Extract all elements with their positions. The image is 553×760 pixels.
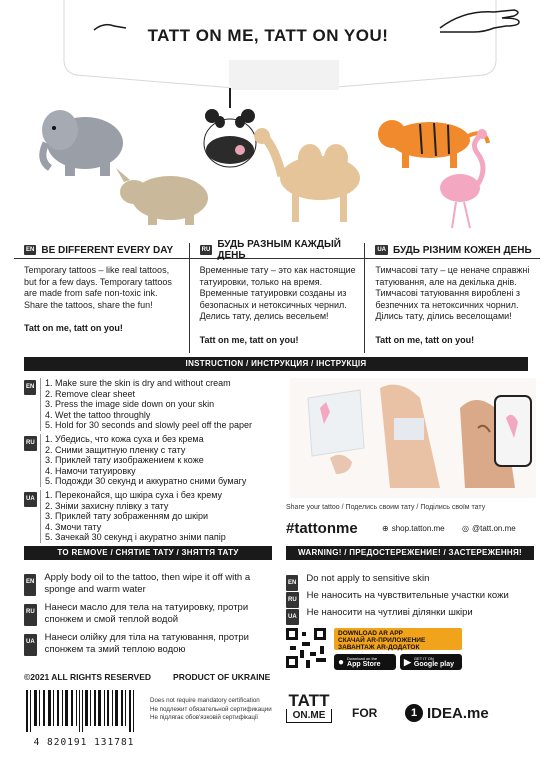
- qr-code-icon[interactable]: [286, 628, 326, 668]
- lang-tag: RU: [24, 436, 37, 451]
- step-item: 3. Приклей тату изображением к коже: [45, 455, 204, 466]
- remove-text: Нанеси олійку для тіла на татуювання, протри спонжем та змий теплою водою: [44, 632, 249, 655]
- lang-tag: RU: [24, 604, 37, 626]
- lang-tag: EN: [286, 575, 298, 591]
- step-item: 1. Переконайся, що шкіра суха і без крему: [45, 490, 223, 500]
- apple-icon: ●: [338, 656, 345, 668]
- remove-text: Apply body oil to the tattoo, then wipe it off with a sponge and warm water: [44, 572, 251, 595]
- instagram-link[interactable]: [462, 524, 516, 533]
- tiger-icon: [378, 120, 488, 168]
- step-item: 2. Сними защитную пленку с тату: [45, 444, 186, 455]
- step-item: 4. Змочи тату: [45, 521, 102, 532]
- tattoo-sheet-photo: [308, 390, 364, 474]
- lang-tag: RU: [286, 592, 299, 608]
- column-heading: БУДЬ РАЗНЫМ КАЖДЫЙ ДЕНЬ: [217, 239, 341, 261]
- steps-ru: [24, 434, 286, 487]
- intro-column-en: [14, 243, 189, 353]
- column-body: Тимчасові тату – це неначе справжні татуювання, але на декілька днів. Тимчасові татуювання вироблені з безпечних та нетоксичних чорнил. Ділись тату, ділись веселощами!: [375, 265, 530, 321]
- column-footer: Tatt on me, tatt on you!: [24, 323, 123, 333]
- remove-item-ru: [24, 602, 274, 626]
- rhino-icon: [116, 168, 208, 225]
- column-footer: Tatt on me, tatt on you!: [375, 334, 475, 345]
- elephant-icon: [42, 110, 123, 176]
- barcode-number: 4 820191 131781: [33, 737, 135, 748]
- lang-tag: UA: [377, 247, 387, 253]
- step-item: 3. Приклей тату зображенням до шкіри: [45, 511, 209, 522]
- lang-tag: EN: [24, 574, 36, 596]
- cert-en: Does not require mandatory certification: [150, 697, 260, 704]
- intro-column-ua: [364, 243, 540, 353]
- idea-logo-text: IDEA.me: [427, 704, 489, 722]
- step-item: 5. Hold for 30 seconds and slowly peel off the paper: [45, 420, 252, 431]
- column-body: Temporary tattoos – like real tattoos, but for a few days. Temporary tattoos are made from safe non-toxic ink. Share the tattoos, share the fun!: [24, 265, 172, 310]
- ar-download-banner[interactable]: [334, 628, 462, 650]
- step-item: 5. Подожди 30 секунд и аккуратно сними бумагу: [45, 476, 247, 487]
- remove-bar: TO REMOVE / СНЯТИЕ ТАТУ / ЗНЯТТЯ ТАТУ: [24, 546, 272, 560]
- column-heading: BE DIFFERENT EVERY DAY: [41, 244, 174, 256]
- camel-icon: [254, 128, 360, 222]
- animals-illustration: [30, 88, 530, 238]
- instruction-photos: [290, 378, 536, 498]
- panda-icon: [204, 88, 256, 167]
- step-item: 2. Remove clear sheet: [45, 388, 136, 399]
- step-item: 4. Намочи татуировку: [45, 465, 136, 476]
- cert-ua: Не підлягає обов'язковій сертифікації: [150, 714, 259, 721]
- cert-ru: Не подлежит обязательной сертификации: [150, 705, 272, 713]
- step-item: 1. Убедись, что кожа суха и без крема: [45, 434, 204, 444]
- certification-notes: [150, 697, 280, 723]
- column-body: Временные тату – это как настоящие татуировки, только на время. Временные татуировки созданы из безопасных и нетоксичных чернил. Делись тату, делись весельем!: [199, 265, 356, 321]
- warning-item-ua: [286, 607, 536, 625]
- hand-applying-photo: [380, 385, 440, 488]
- intro-column-ru: [189, 239, 365, 353]
- warning-item-en: [286, 573, 536, 591]
- warning-text: Не наносить на чувствительные участки кожи: [306, 590, 509, 601]
- tatt-on-me-logo: [286, 692, 332, 723]
- step-item: 1. Make sure the skin is dry and without cream: [45, 378, 231, 388]
- googleplay-top: GET IT ON: [413, 656, 434, 661]
- remove-item-en: [24, 572, 274, 596]
- shop-link[interactable]: [382, 524, 445, 533]
- hashtag: #tattonme: [286, 520, 358, 537]
- origin: PRODUCT OF UKRAINE: [173, 672, 271, 682]
- appstore-label: App Store: [347, 661, 381, 668]
- lang-tag: UA: [286, 609, 299, 625]
- column-footer: Tatt on me, tatt on you!: [199, 334, 299, 345]
- column-heading: БУДЬ РІЗНИМ КОЖЕН ДЕНЬ: [393, 244, 532, 256]
- idea-logo-mark: 1: [405, 704, 423, 722]
- app-store-button[interactable]: [334, 654, 396, 670]
- tatt-logo-line1: TATT: [288, 691, 330, 710]
- barcode-icon: [24, 690, 140, 734]
- play-icon: ▶: [404, 656, 411, 667]
- share-caption: Share your tattoo / Поделись своим тату / Поділись своїм тату: [286, 504, 486, 511]
- tatt-logo-line2: ON.ME: [286, 709, 332, 723]
- google-play-button[interactable]: [400, 654, 462, 670]
- lang-tag: UA: [24, 634, 37, 656]
- warning-text: Не наносити на чутливі ділянки шкіри: [306, 607, 473, 618]
- globe-icon: ⊕: [382, 524, 389, 533]
- remove-text: Нанеси масло для тела на татуировку, протри спонжем и смой теплой водой: [44, 602, 249, 625]
- ar-line-ru: СКАЧАЙ AR-ПРИЛОЖЕНИЕ: [338, 637, 426, 644]
- copyright: ©2021 ALL RIGHTS RESERVED: [24, 672, 152, 682]
- step-item: 5. Зачекай 30 секунд і акуратно зніми папір: [45, 532, 226, 543]
- legal-line: [24, 672, 270, 682]
- instagram-icon: ◎: [462, 524, 469, 533]
- steps-en: [24, 378, 286, 431]
- step-item: 3. Press the image side down on your skin: [45, 399, 215, 410]
- remove-item-ua: [24, 632, 274, 656]
- phone-ar-photo: [460, 396, 531, 488]
- lang-tag: UA: [24, 492, 37, 507]
- ar-line-ua: ЗАВАНТАЖ AR-ДОДАТОК: [338, 644, 420, 651]
- ar-line-en: DOWNLOAD AR APP: [338, 630, 403, 637]
- warning-item-ru: [286, 590, 536, 608]
- intro-columns: [14, 239, 540, 353]
- instruction-bar: INSTRUCTION / ИНСТРУКЦИЯ / ІНСТРУКЦІЯ: [24, 357, 528, 371]
- googleplay-label: Google play: [413, 661, 454, 668]
- step-item: 2. Зніми захисну плівку з тату: [45, 500, 169, 511]
- step-item: 4. Wet the tattoo throughly: [45, 409, 151, 420]
- warning-bar: WARNING! / ПРЕДОСТЕРЕЖЕНИЕ! / ЗАСТЕРЕЖЕННЯ!: [286, 546, 534, 560]
- instagram-handle: @tatt.on.me: [471, 524, 516, 533]
- steps-ua: [24, 490, 286, 543]
- lang-tag: RU: [201, 247, 211, 253]
- appstore-top: Download on the: [347, 656, 378, 661]
- hand-icon: [440, 10, 519, 32]
- warning-text: Do not apply to sensitive skin: [306, 573, 430, 584]
- for-label: FOR: [352, 706, 378, 720]
- lang-tag: EN: [24, 380, 36, 395]
- page-title: TATT ON ME, TATT ON YOU!: [147, 26, 389, 45]
- shop-url: shop.tatton.me: [391, 524, 445, 533]
- lang-tag: EN: [26, 247, 35, 253]
- idea-me-logo: [405, 704, 489, 722]
